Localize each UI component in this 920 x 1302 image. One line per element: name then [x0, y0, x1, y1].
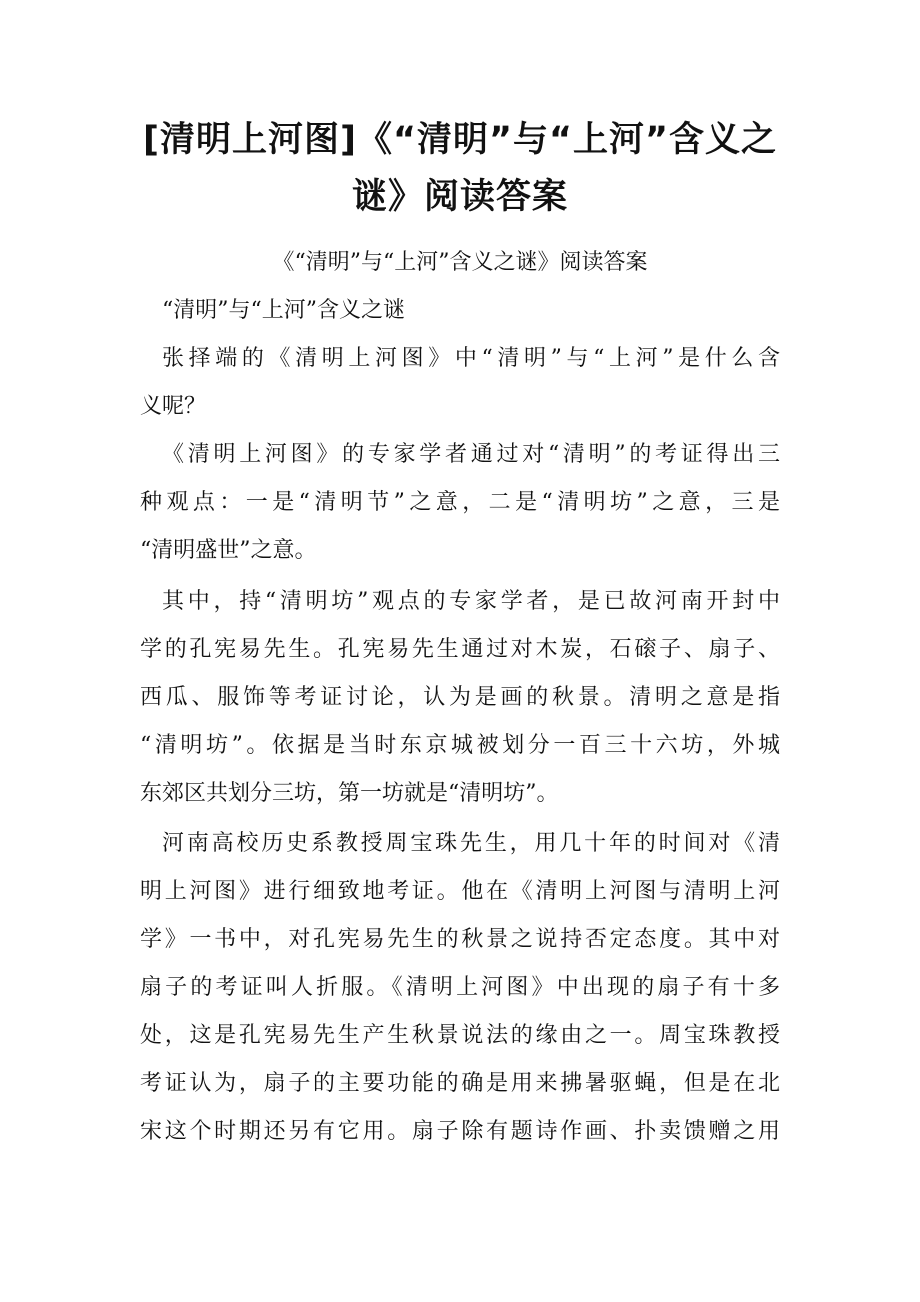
document-title-line-1: [清明上河图]《“清明”与“上河”含义之 — [142, 120, 777, 160]
paragraph-line: 种观点：一是“清明节”之意，二是“清明坊”之意，三是 — [140, 490, 780, 515]
paragraph-line: “清明坊”。依据是当时东京城被划分一百三十六坊，外城 — [140, 733, 780, 758]
paragraph-line: 东郊区共划分三坊，第一坊就是“清明坊”。 — [140, 781, 559, 806]
paragraph-line: 明上河图》进行细致地考证。他在《清明上河图与清明上河 — [140, 879, 780, 904]
paragraph-line: 《清明上河图》的专家学者通过对“清明”的考证得出三 — [162, 442, 780, 467]
paragraph-line: 河南高校历史系教授周宝珠先生，用几十年的时间对《清 — [162, 831, 780, 856]
paragraph-line: 学的孔宪易先生。孔宪易先生通过对木炭，石磙子、扇子、 — [140, 637, 780, 662]
document-subtitle: 《“清明”与“上河”含义之谜》阅读答案 — [272, 250, 648, 275]
paragraph-line: 处，这是孔宪易先生产生秋景说法的缘由之一。周宝珠教授 — [140, 1023, 780, 1048]
paragraph-line: 张择端的《清明上河图》中“清明”与“上河”是什么含 — [162, 346, 780, 371]
paragraph-line: 义呢？ — [140, 394, 207, 419]
paragraph-line: 其中，持“清明坊”观点的专家学者，是已故河南开封中 — [162, 589, 780, 614]
paragraph-line: 学》一书中，对孔宪易先生的秋景之说持否定态度。其中对 — [140, 927, 780, 952]
document-title-line-2: 谜》阅读答案 — [351, 177, 568, 217]
paragraph-line: 扇子的考证叫人折服。《清明上河图》中出现的扇子有十多 — [140, 975, 780, 1000]
paragraph-line: “清明盛世”之意。 — [140, 538, 317, 563]
section-heading: “清明”与“上河”含义之谜 — [162, 298, 405, 323]
paragraph-line: 西瓜、服饰等考证讨论，认为是画的秋景。清明之意是指 — [140, 685, 780, 710]
paragraph-line: 宋这个时期还另有它用。扇子除有题诗作画、扑卖馈赠之用 — [140, 1119, 780, 1144]
paragraph-line: 考证认为，扇子的主要功能的确是用来拂暑驱蝇，但是在北 — [140, 1071, 780, 1096]
